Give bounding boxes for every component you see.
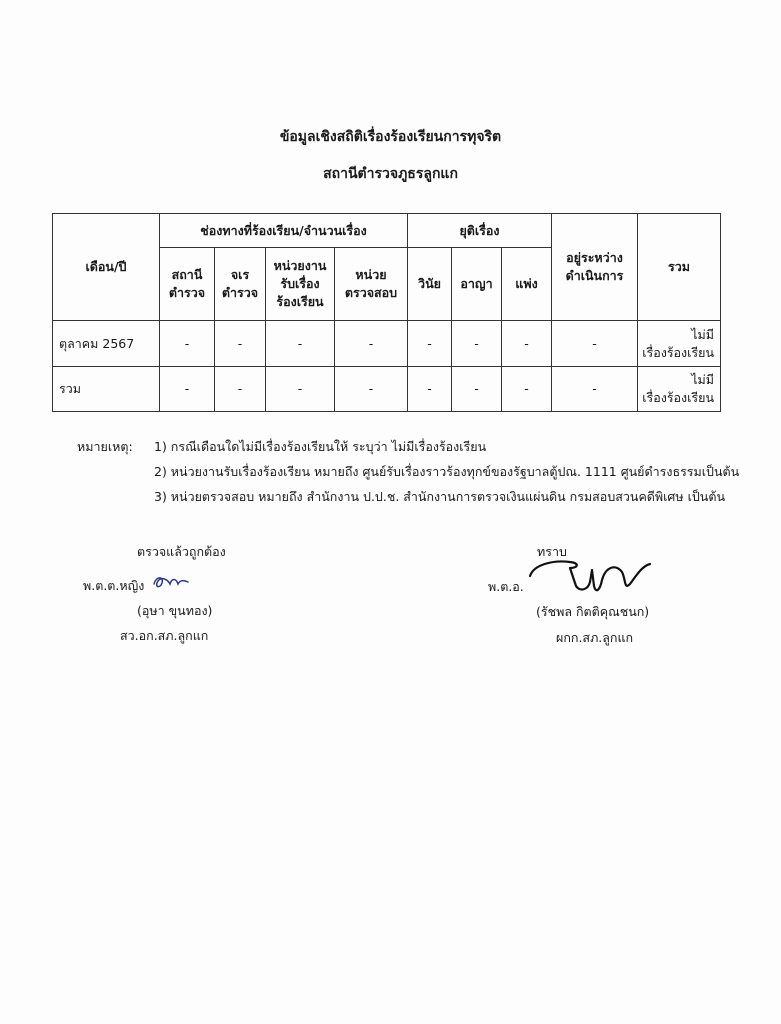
right-position: ผกก.สภ.ลูกแก <box>556 630 634 645</box>
table-cell: - <box>502 321 552 367</box>
document-subtitle: สถานีตำรวจภูธรลูกแก <box>323 166 458 182</box>
table-cell: - <box>408 321 452 367</box>
row-label: ตุลาคม 2567 <box>53 321 160 367</box>
left-name: (อุษา ขุนทอง) <box>137 603 213 618</box>
channel-patrol-header: จเร ตำรวจ <box>215 248 266 321</box>
notes-section <box>77 434 739 509</box>
table-cell: - <box>552 321 638 367</box>
right-name: (รัชพล กิตติคุณชนก) <box>536 604 650 619</box>
table-cell: - <box>160 367 215 412</box>
col-month-header: เดือน/ปี <box>53 214 160 321</box>
total-header: รวม <box>638 214 721 321</box>
table-header-row-1 <box>53 214 721 248</box>
row-total: ไม่มี เรื่องร้องเรียน <box>638 321 721 367</box>
left-rank: พ.ต.ต.หญิง <box>83 578 145 593</box>
left-position: สว.อก.สภ.ลูกแก <box>120 628 209 643</box>
right-signature-icon <box>524 556 660 596</box>
table-cell: - <box>266 367 335 412</box>
table-cell: - <box>452 321 502 367</box>
notes-label: หมายเหตุ: <box>77 439 133 454</box>
table-cell: - <box>335 321 408 367</box>
note-item: 3) หน่วยตรวจสอบ หมายถึง สำนักงาน ป.ป.ช. สำนักงานการตรวจเงินแผ่นดิน กรมสอบสวนคดีพิเศษ เป็นต้น <box>154 489 725 504</box>
left-signature-icon <box>150 572 192 592</box>
channel-group-header: ช่องทางที่ร้องเรียน/จำนวนเรื่อง <box>160 214 408 248</box>
table-cell: - <box>408 367 452 412</box>
table-cell: - <box>266 321 335 367</box>
resolved-discipline-header: วินัย <box>408 248 452 321</box>
complaint-statistics-table <box>52 213 721 412</box>
table-row <box>53 367 721 412</box>
resolved-criminal-header: อาญา <box>452 248 502 321</box>
in-progress-header: อยู่ระหว่าง ดำเนินการ <box>552 214 638 321</box>
table-cell: - <box>335 367 408 412</box>
channel-audit-header: หน่วย ตรวจสอบ <box>335 248 408 321</box>
right-acknowledged-label: ทราบ <box>537 544 567 559</box>
table-row <box>53 321 721 367</box>
document-title: ข้อมูลเชิงสถิติเรื่องร้องเรียนการทุจริต <box>279 129 502 145</box>
table-cell: - <box>215 367 266 412</box>
table-cell: - <box>452 367 502 412</box>
note-item: หมายเหตุ: 1) กรณีเดือนใดไม่มีเรื่องร้องเรียนให้ ระบุว่า ไม่มีเรื่องร้องเรียน <box>77 434 739 459</box>
row-total: ไม่มี เรื่องร้องเรียน <box>638 367 721 412</box>
note-item: 2) หน่วยงานรับเรื่องร้องเรียน หมายถึง ศูนย์รับเรื่องราวร้องทุกข์ของรัฐบาลตู้ปณ. 1111 ศูนย์ดำรงธรรมเป็นต้น <box>154 464 740 479</box>
table-cell: - <box>215 321 266 367</box>
resolved-civil-header: แพ่ง <box>502 248 552 321</box>
table-cell: - <box>502 367 552 412</box>
row-label: รวม <box>53 367 160 412</box>
left-checked-label: ตรวจแล้วถูกต้อง <box>137 544 226 559</box>
channel-station-header: สถานี ตำรวจ <box>160 248 215 321</box>
resolved-group-header: ยุติเรื่อง <box>408 214 552 248</box>
right-rank: พ.ต.อ. <box>488 579 524 594</box>
table-cell: - <box>160 321 215 367</box>
channel-agency-header: หน่วยงาน รับเรื่อง ร้องเรียน <box>266 248 335 321</box>
table-cell: - <box>552 367 638 412</box>
